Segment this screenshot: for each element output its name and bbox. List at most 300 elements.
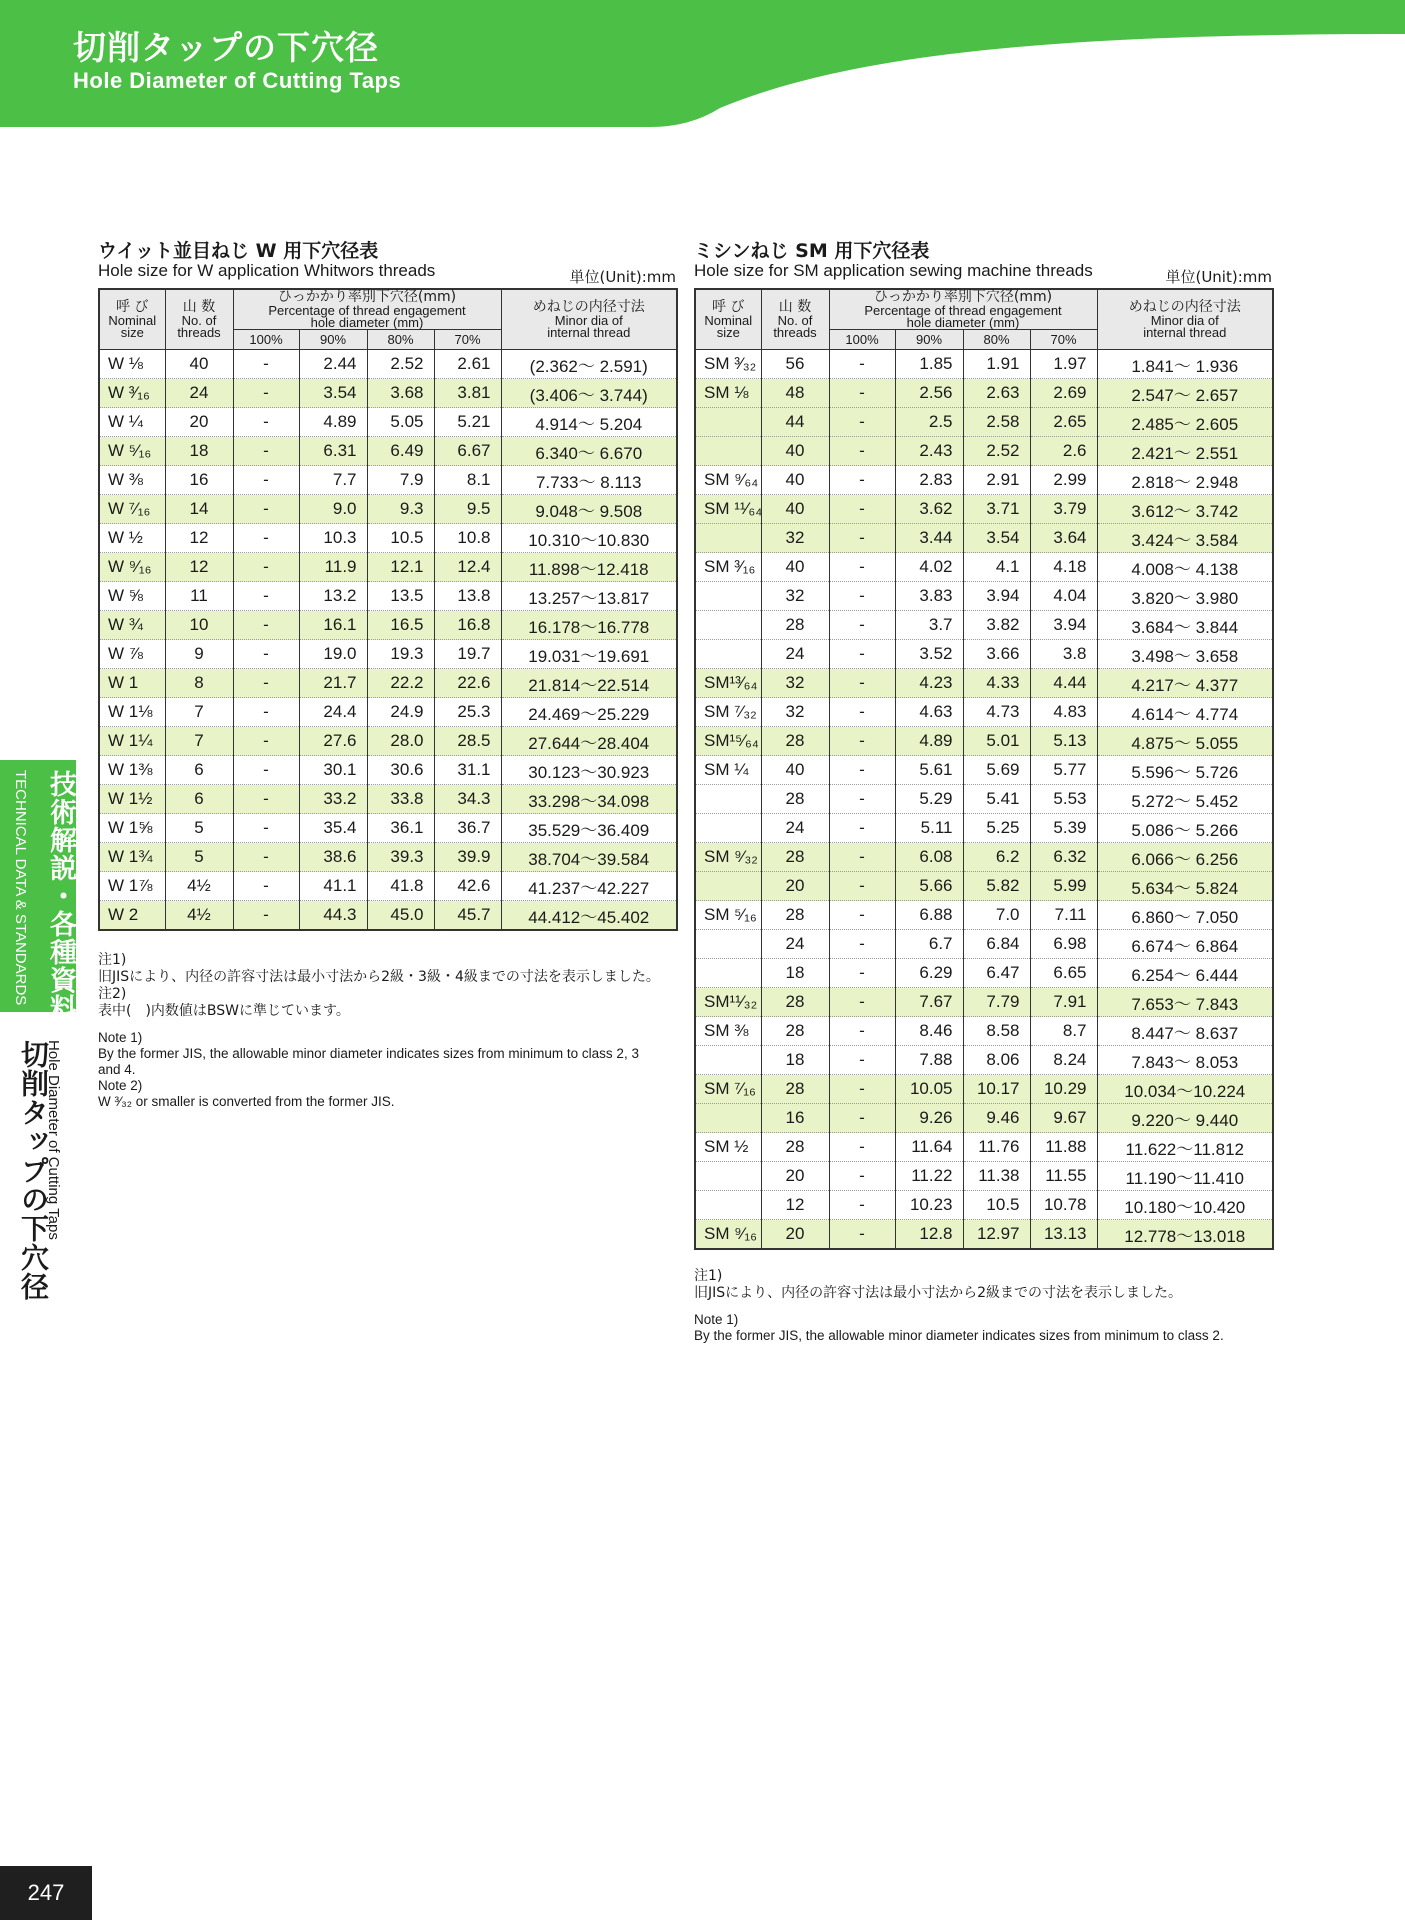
threads-cell: 20 (761, 1220, 829, 1250)
table-row (99, 640, 677, 669)
pct100-cell: - (829, 756, 895, 785)
minor-dia-cell: 2.547～ 2.657 (1097, 379, 1273, 408)
table-row (99, 901, 677, 931)
pct70-cell: 2.99 (1030, 466, 1097, 495)
pct80-cell: 2.63 (963, 379, 1030, 408)
sm-note1-en-head: Note 1) (694, 1312, 739, 1327)
pct90-cell: 3.7 (895, 611, 963, 640)
pct100-cell: - (829, 1075, 895, 1104)
threads-cell: 18 (761, 1046, 829, 1075)
pct90-cell: 27.6 (299, 727, 367, 756)
threads-cell: 9 (165, 640, 233, 669)
pct100-cell: - (829, 350, 895, 379)
pct80-cell: 4.73 (963, 698, 1030, 727)
threads-cell: 8 (165, 669, 233, 698)
pct100-cell: - (829, 437, 895, 466)
table-row (99, 669, 677, 698)
nominal-size-cell: SM¹¹⁄₃₂ (695, 988, 761, 1017)
table-row (695, 640, 1273, 669)
pct80-cell: 28.0 (367, 727, 434, 756)
nominal-size-cell: SM ⅜ (695, 1017, 761, 1046)
table-row (99, 785, 677, 814)
pct90-cell: 5.66 (895, 872, 963, 901)
minor-dia-cell: (3.406～ 3.744) (501, 379, 677, 408)
minor-dia-cell: 5.634～ 5.824 (1097, 872, 1273, 901)
threads-cell: 6 (165, 756, 233, 785)
minor-dia-cell: 1.841～ 1.936 (1097, 350, 1273, 379)
pct90-cell: 6.08 (895, 843, 963, 872)
nominal-size-cell (695, 814, 761, 843)
pct90-cell: 7.67 (895, 988, 963, 1017)
threads-cell: 28 (761, 727, 829, 756)
minor-dia-cell: 41.237～42.227 (501, 872, 677, 901)
pct90-cell: 4.23 (895, 669, 963, 698)
pct90-cell: 11.9 (299, 553, 367, 582)
pct80-cell: 3.68 (367, 379, 434, 408)
pct100-cell: - (829, 669, 895, 698)
nominal-size-cell: W ⅜ (99, 466, 165, 495)
pct90-cell: 3.52 (895, 640, 963, 669)
table-row (695, 466, 1273, 495)
threads-cell: 28 (761, 1017, 829, 1046)
pct80-cell: 30.6 (367, 756, 434, 785)
threads-cell: 40 (761, 756, 829, 785)
pct90-cell: 5.11 (895, 814, 963, 843)
pct70-cell: 2.61 (434, 350, 501, 379)
nominal-size-cell: W 1⅞ (99, 872, 165, 901)
minor-dia-cell: 3.612～ 3.742 (1097, 495, 1273, 524)
table-row (695, 1075, 1273, 1104)
minor-dia-cell: 3.498～ 3.658 (1097, 640, 1273, 669)
threads-cell: 32 (761, 582, 829, 611)
pct70-cell: 3.79 (1030, 495, 1097, 524)
threads-cell: 40 (761, 553, 829, 582)
table-row (695, 669, 1273, 698)
sm-title-ja: ミシンねじ SM 用下穴径表 (694, 240, 930, 262)
pct80-cell: 6.84 (963, 930, 1030, 959)
pct70-cell: 8.7 (1030, 1017, 1097, 1046)
pct90-cell: 9.0 (299, 495, 367, 524)
threads-cell: 6 (165, 785, 233, 814)
nominal-size-cell: SM ⁹⁄₆₄ (695, 466, 761, 495)
pct70-cell: 4.18 (1030, 553, 1097, 582)
threads-cell: 44 (761, 408, 829, 437)
nominal-size-cell: SM ³⁄₃₂ (695, 350, 761, 379)
table-row (99, 437, 677, 466)
pct80-cell: 45.0 (367, 901, 434, 931)
page-title: 切削タップの下穴径 (73, 28, 379, 67)
pct80-cell: 2.52 (367, 350, 434, 379)
minor-dia-cell: 2.818～ 2.948 (1097, 466, 1273, 495)
pct90-cell: 4.89 (895, 727, 963, 756)
pct90-cell: 44.3 (299, 901, 367, 931)
minor-dia-cell: 4.008～ 4.138 (1097, 553, 1273, 582)
pct100-cell: - (829, 1220, 895, 1250)
pct100-cell: - (233, 640, 299, 669)
pct80-cell: 3.54 (963, 524, 1030, 553)
pct80-cell: 7.9 (367, 466, 434, 495)
col-90: 90% (299, 330, 367, 350)
pct80-cell: 12.1 (367, 553, 434, 582)
nominal-size-cell: W 1½ (99, 785, 165, 814)
pct100-cell: - (829, 611, 895, 640)
nominal-size-cell: W ⁷⁄₁₆ (99, 495, 165, 524)
pct70-cell: 6.67 (434, 437, 501, 466)
pct70-cell: 11.55 (1030, 1162, 1097, 1191)
pct70-cell: 7.91 (1030, 988, 1097, 1017)
minor-dia-cell: 6.860～ 7.050 (1097, 901, 1273, 930)
pct100-cell: - (829, 553, 895, 582)
col-70: 70% (434, 330, 501, 350)
threads-cell: 24 (761, 640, 829, 669)
pct100-cell: - (233, 727, 299, 756)
threads-cell: 24 (761, 930, 829, 959)
pct90-cell: 2.56 (895, 379, 963, 408)
side-tab-label-ja: 技術解説・各種資料 (45, 770, 76, 1022)
nominal-size-cell (695, 1046, 761, 1075)
nominal-size-cell: SM ¼ (695, 756, 761, 785)
table-row (99, 466, 677, 495)
pct80-cell: 2.58 (963, 408, 1030, 437)
pct90-cell: 10.05 (895, 1075, 963, 1104)
threads-cell: 48 (761, 379, 829, 408)
pct100-cell: - (233, 901, 299, 931)
nominal-size-cell (695, 640, 761, 669)
pct80-cell: 10.17 (963, 1075, 1030, 1104)
minor-dia-cell: 21.814～22.514 (501, 669, 677, 698)
table-row (695, 1191, 1273, 1220)
nominal-size-cell: W 1⅛ (99, 698, 165, 727)
pct90-cell: 2.43 (895, 437, 963, 466)
pct70-cell: 10.78 (1030, 1191, 1097, 1220)
table-row (99, 582, 677, 611)
col-90: 90% (895, 330, 963, 350)
pct70-cell: 7.11 (1030, 901, 1097, 930)
col-100: 100% (829, 330, 895, 350)
pct80-cell: 8.58 (963, 1017, 1030, 1046)
table-row (695, 582, 1273, 611)
table-row (695, 437, 1273, 466)
nominal-size-cell: W ³⁄₁₆ (99, 379, 165, 408)
side-tab-label-en: TECHNICAL DATA & STANDARDS (12, 770, 29, 1006)
sm-note1-en-text: By the former JIS, the allowable minor diameter indicates sizes from minimum to class 2. (694, 1328, 1224, 1343)
pct70-cell: 16.8 (434, 611, 501, 640)
pct90-cell: 7.7 (299, 466, 367, 495)
table-row (695, 785, 1273, 814)
nominal-size-cell: SM ⁵⁄₁₆ (695, 901, 761, 930)
pct100-cell: - (233, 582, 299, 611)
pct100-cell: - (829, 814, 895, 843)
pct100-cell: - (829, 1191, 895, 1220)
pct90-cell: 9.26 (895, 1104, 963, 1133)
minor-dia-cell: (2.362～ 2.591) (501, 350, 677, 379)
pct100-cell: - (233, 669, 299, 698)
nominal-size-cell: W 1¼ (99, 727, 165, 756)
table-row (99, 379, 677, 408)
pct80-cell: 6.47 (963, 959, 1030, 988)
pct90-cell: 21.7 (299, 669, 367, 698)
threads-cell: 24 (165, 379, 233, 408)
pct90-cell: 4.02 (895, 553, 963, 582)
pct70-cell: 39.9 (434, 843, 501, 872)
pct90-cell: 35.4 (299, 814, 367, 843)
pct70-cell: 5.53 (1030, 785, 1097, 814)
w-title-ja: ウイット並目ねじ W 用下穴径表 (98, 240, 379, 262)
threads-cell: 32 (761, 698, 829, 727)
minor-dia-cell: 6.674～ 6.864 (1097, 930, 1273, 959)
pct80-cell: 5.25 (963, 814, 1030, 843)
pct70-cell: 4.04 (1030, 582, 1097, 611)
w-note1-head: 注1) (98, 952, 127, 968)
pct90-cell: 1.85 (895, 350, 963, 379)
table-row (695, 350, 1273, 379)
table-row (99, 814, 677, 843)
table-row (695, 553, 1273, 582)
pct80-cell: 19.3 (367, 640, 434, 669)
table-row (99, 495, 677, 524)
threads-cell: 28 (761, 1133, 829, 1162)
threads-cell: 24 (761, 814, 829, 843)
threads-cell: 20 (165, 408, 233, 437)
w-hole-size-table (98, 288, 678, 931)
pct100-cell: - (233, 611, 299, 640)
col-80: 80% (367, 330, 434, 350)
pct100-cell: - (233, 553, 299, 582)
table-row (695, 930, 1273, 959)
threads-cell: 28 (761, 901, 829, 930)
pct70-cell: 6.65 (1030, 959, 1097, 988)
minor-dia-cell: 3.684～ 3.844 (1097, 611, 1273, 640)
pct80-cell: 8.06 (963, 1046, 1030, 1075)
pct70-cell: 3.64 (1030, 524, 1097, 553)
pct70-cell: 9.5 (434, 495, 501, 524)
pct70-cell: 1.97 (1030, 350, 1097, 379)
pct90-cell: 30.1 (299, 756, 367, 785)
minor-dia-cell: 27.644～28.404 (501, 727, 677, 756)
pct80-cell: 12.97 (963, 1220, 1030, 1250)
pct100-cell: - (829, 930, 895, 959)
pct90-cell: 6.31 (299, 437, 367, 466)
pct100-cell: - (829, 466, 895, 495)
pct70-cell: 4.44 (1030, 669, 1097, 698)
pct90-cell: 5.61 (895, 756, 963, 785)
sm-unit: 単位(Unit):mm (1165, 268, 1272, 286)
pct80-cell: 7.0 (963, 901, 1030, 930)
pct100-cell: - (233, 524, 299, 553)
pct100-cell: - (829, 408, 895, 437)
pct70-cell: 34.3 (434, 785, 501, 814)
pct90-cell: 6.7 (895, 930, 963, 959)
pct100-cell: - (829, 1046, 895, 1075)
threads-cell: 56 (761, 350, 829, 379)
pct80-cell: 3.71 (963, 495, 1030, 524)
table-row (695, 756, 1273, 785)
table-row (695, 698, 1273, 727)
threads-cell: 18 (761, 959, 829, 988)
table-row (695, 843, 1273, 872)
sm-title-en: Hole size for SM application sewing machine threads (694, 261, 1093, 280)
pct100-cell: - (829, 1162, 895, 1191)
pct80-cell: 16.5 (367, 611, 434, 640)
col-nominal: 呼 び Nominal size (695, 289, 761, 350)
threads-cell: 20 (761, 872, 829, 901)
pct90-cell: 11.22 (895, 1162, 963, 1191)
threads-cell: 28 (761, 611, 829, 640)
w-unit: 単位(Unit):mm (569, 268, 676, 286)
minor-dia-cell: 11.898～12.418 (501, 553, 677, 582)
pct70-cell: 10.29 (1030, 1075, 1097, 1104)
col-minor: めねじの内径寸法 Minor dia of internal thread (501, 289, 677, 350)
pct100-cell: - (233, 785, 299, 814)
pct100-cell: - (829, 495, 895, 524)
pct90-cell: 2.5 (895, 408, 963, 437)
pct80-cell: 39.3 (367, 843, 434, 872)
pct100-cell: - (233, 350, 299, 379)
w-note2-en-text: W ³⁄₃₂ or smaller is converted from the former JIS. (98, 1094, 395, 1109)
pct70-cell: 6.32 (1030, 843, 1097, 872)
minor-dia-cell: 19.031～19.691 (501, 640, 677, 669)
pct70-cell: 31.1 (434, 756, 501, 785)
pct90-cell: 38.6 (299, 843, 367, 872)
nominal-size-cell: W 2 (99, 901, 165, 931)
pct80-cell: 9.3 (367, 495, 434, 524)
pct70-cell: 28.5 (434, 727, 501, 756)
nominal-size-cell: W ⁹⁄₁₆ (99, 553, 165, 582)
minor-dia-cell: 13.257～13.817 (501, 582, 677, 611)
pct100-cell: - (233, 379, 299, 408)
pct100-cell: - (829, 640, 895, 669)
side-section-label-ja: 切削タップの下穴径 (17, 1040, 50, 1301)
threads-cell: 40 (761, 466, 829, 495)
pct80-cell: 6.2 (963, 843, 1030, 872)
page-number: 247 (0, 1866, 92, 1920)
pct100-cell: - (233, 495, 299, 524)
pct80-cell: 5.01 (963, 727, 1030, 756)
minor-dia-cell: 5.086～ 5.266 (1097, 814, 1273, 843)
pct90-cell: 2.44 (299, 350, 367, 379)
pct80-cell: 33.8 (367, 785, 434, 814)
table-row (99, 524, 677, 553)
threads-cell: 16 (165, 466, 233, 495)
nominal-size-cell: W ⅝ (99, 582, 165, 611)
minor-dia-cell: 2.421～ 2.551 (1097, 437, 1273, 466)
col-minor: めねじの内径寸法 Minor dia of internal thread (1097, 289, 1273, 350)
threads-cell: 4½ (165, 901, 233, 931)
nominal-size-cell (695, 872, 761, 901)
nominal-size-cell: SM ⁹⁄₃₂ (695, 843, 761, 872)
pct70-cell: 3.81 (434, 379, 501, 408)
pct100-cell: - (829, 1017, 895, 1046)
minor-dia-cell: 44.412～45.402 (501, 901, 677, 931)
pct70-cell: 11.88 (1030, 1133, 1097, 1162)
pct100-cell: - (829, 988, 895, 1017)
pct80-cell: 1.91 (963, 350, 1030, 379)
nominal-size-cell: W ⁵⁄₁₆ (99, 437, 165, 466)
pct70-cell: 8.24 (1030, 1046, 1097, 1075)
pct70-cell: 12.4 (434, 553, 501, 582)
minor-dia-cell: 7.653～ 7.843 (1097, 988, 1273, 1017)
nominal-size-cell: W ¼ (99, 408, 165, 437)
sm-notes (694, 1268, 1294, 1344)
minor-dia-cell: 4.614～ 4.774 (1097, 698, 1273, 727)
nominal-size-cell (695, 582, 761, 611)
pct100-cell: - (233, 814, 299, 843)
page-subtitle: Hole Diameter of Cutting Taps (73, 68, 402, 93)
pct90-cell: 5.29 (895, 785, 963, 814)
pct90-cell: 3.54 (299, 379, 367, 408)
nominal-size-cell: SM ¹¹⁄₆₄ (695, 495, 761, 524)
table-row (695, 1220, 1273, 1250)
pct90-cell: 11.64 (895, 1133, 963, 1162)
table-row (695, 988, 1273, 1017)
table-row (695, 379, 1273, 408)
pct100-cell: - (233, 437, 299, 466)
w-notes (98, 952, 688, 1110)
pct70-cell: 13.8 (434, 582, 501, 611)
pct70-cell: 9.67 (1030, 1104, 1097, 1133)
table-row (99, 553, 677, 582)
nominal-size-cell: W 1⅝ (99, 814, 165, 843)
w-section-title (98, 236, 676, 286)
pct100-cell: - (233, 408, 299, 437)
w-note2-en-head: Note 2) (98, 1078, 143, 1093)
pct80-cell: 5.41 (963, 785, 1030, 814)
minor-dia-cell: 30.123～30.923 (501, 756, 677, 785)
pct80-cell: 2.52 (963, 437, 1030, 466)
pct90-cell: 16.1 (299, 611, 367, 640)
pct70-cell: 19.7 (434, 640, 501, 669)
pct90-cell: 10.23 (895, 1191, 963, 1220)
pct90-cell: 6.88 (895, 901, 963, 930)
table-row (695, 814, 1273, 843)
threads-cell: 7 (165, 698, 233, 727)
pct70-cell: 5.21 (434, 408, 501, 437)
pct70-cell: 45.7 (434, 901, 501, 931)
pct70-cell: 10.8 (434, 524, 501, 553)
pct90-cell: 8.46 (895, 1017, 963, 1046)
minor-dia-cell: 12.778～13.018 (1097, 1220, 1273, 1250)
pct80-cell: 3.66 (963, 640, 1030, 669)
pct100-cell: - (829, 582, 895, 611)
pct80-cell: 36.1 (367, 814, 434, 843)
minor-dia-cell: 6.340～ 6.670 (501, 437, 677, 466)
pct80-cell: 13.5 (367, 582, 434, 611)
table-row (99, 611, 677, 640)
threads-cell: 40 (761, 437, 829, 466)
minor-dia-cell: 11.622～11.812 (1097, 1133, 1273, 1162)
minor-dia-cell: 2.485～ 2.605 (1097, 408, 1273, 437)
w-note1-en-head: Note 1) (98, 1030, 143, 1045)
nominal-size-cell (695, 959, 761, 988)
pct100-cell: - (829, 843, 895, 872)
pct70-cell: 8.1 (434, 466, 501, 495)
nominal-size-cell: W 1⅜ (99, 756, 165, 785)
pct70-cell: 2.69 (1030, 379, 1097, 408)
pct100-cell: - (829, 872, 895, 901)
nominal-size-cell (695, 437, 761, 466)
threads-cell: 20 (761, 1162, 829, 1191)
pct80-cell: 24.9 (367, 698, 434, 727)
pct80-cell: 9.46 (963, 1104, 1030, 1133)
pct100-cell: - (829, 1104, 895, 1133)
pct90-cell: 33.2 (299, 785, 367, 814)
threads-cell: 5 (165, 843, 233, 872)
pct100-cell: - (233, 466, 299, 495)
w-note1-en-text: By the former JIS, the allowable minor diameter indicates sizes from minimum to class 2, 3 and 4. (98, 1046, 639, 1077)
minor-dia-cell: 4.875～ 5.055 (1097, 727, 1273, 756)
nominal-size-cell: W ⅞ (99, 640, 165, 669)
col-threads: 山 数 No. of threads (165, 289, 233, 350)
